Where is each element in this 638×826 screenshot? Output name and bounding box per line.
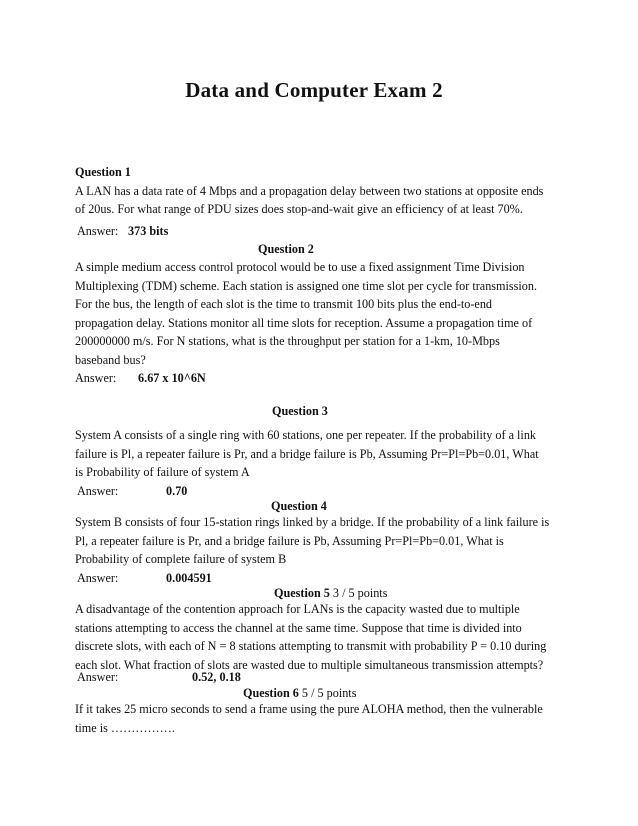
question-6-points: 5 / 5 points [301,686,357,700]
question-2-heading: Question 2 [258,242,314,256]
question-6-text-line: If it takes 25 micro seconds to send a frame using the pure ALOHA method, then the vulnerable [75,702,543,716]
answer-label: Answer: [75,371,117,385]
question-3-heading: Question 3 [272,404,328,418]
question-2-text-line: Multiplexing (TDM) scheme. Each station is assigned one time slot per cycle for transmission. [75,278,538,293]
question-5-text-line: each slot. What fraction of slots are wasted due to multiple simultaneous transmission attempts? [75,657,544,672]
question-2-text-line: For the bus, the length of each slot is the time to transmit 100 bits plus the end-to-end [75,297,493,312]
answer-value: 0.004591 [166,571,212,585]
answer-label: Answer: [77,670,119,684]
question-3-text-line: System A consists of a single ring with 60 stations, one per repeater. If the probability of a link [75,428,537,442]
answer-value: 6.67 x 10^6N [138,371,206,385]
question-6-text-line: time is ……………. [75,720,175,735]
question-4-text-line: System B consists of four 15-station rings linked by a bridge. If the probability of a link failure is [75,515,550,529]
question-6 [75,700,565,737]
question-1-text-line: A LAN has a data rate of 4 Mbps and a propagation delay between two stations at opposite ends [75,183,544,198]
question-5-points: 3 / 5 points [332,586,388,600]
answer-label: Answer: [77,224,119,238]
question-4-text-line: Pl, a repeater failure is Pr, and a bridge failure is Pb, Assuming Pr=Pl=Pb=0.01, What is [75,533,504,548]
question-4 [75,513,565,569]
question-4-answer [77,569,212,588]
answer-value: 0.70 [166,484,188,498]
question-3-text-line: failure is Pl, a repeater failure is Pr, and a bridge failure is Pb, Assuming Pr=Pl=Pb=0.01, What [75,446,539,461]
question-5-text-line: stations attempting to access the channel at the same time. Suppose that time is divided into [75,620,522,635]
question-5 [75,600,565,674]
question-3 [75,426,565,482]
question-2-text-line: 200000000 m/s. For N stations, what is the throughput per station for a 1-km, 10-Mbps [75,334,500,349]
question-2-answer [75,369,206,388]
question-5-text-line: A disadvantage of the contention approach for LANs is the capacity wasted due to multiple [75,602,520,616]
answer-value: 373 bits [128,224,169,238]
question-2-text-line: propagation delay. Stations monitor all time slots for reception. Assume a propagation time of [75,315,533,330]
question-5-answer [77,668,241,687]
question-3-text-line: is Probability of failure of system A [75,465,250,480]
question-3-answer [77,482,187,501]
question-5-text-line: discrete slots, with each of N = 8 stations attempting to transmit with probability P = 0.10 during [75,639,547,654]
question-1 [75,163,565,219]
question-2-text-line: A simple medium access control protocol would be to use a fixed assignment Time Division [75,260,525,274]
page-title: Data and Computer Exam 2 [185,78,443,102]
question-4-heading: Question 4 [271,499,327,513]
question-5-heading-label: Question 5 [274,586,330,600]
question-1-answer [77,222,168,241]
question-4-text-line: Probability of complete failure of system B [75,552,287,567]
answer-label: Answer: [77,484,119,498]
question-1-heading: Question 1 [75,165,131,179]
answer-label: Answer: [77,571,119,585]
question-2-text-line: baseband bus? [75,352,146,367]
question-6-heading-label: Question 6 [243,686,299,700]
answer-value: 0.52, 0.18 [192,670,241,684]
question-1-text-line: of 20us. For what range of PDU sizes does stop-and-wait give an efficiency of at least 70%. [75,202,523,217]
question-2 [75,258,565,370]
